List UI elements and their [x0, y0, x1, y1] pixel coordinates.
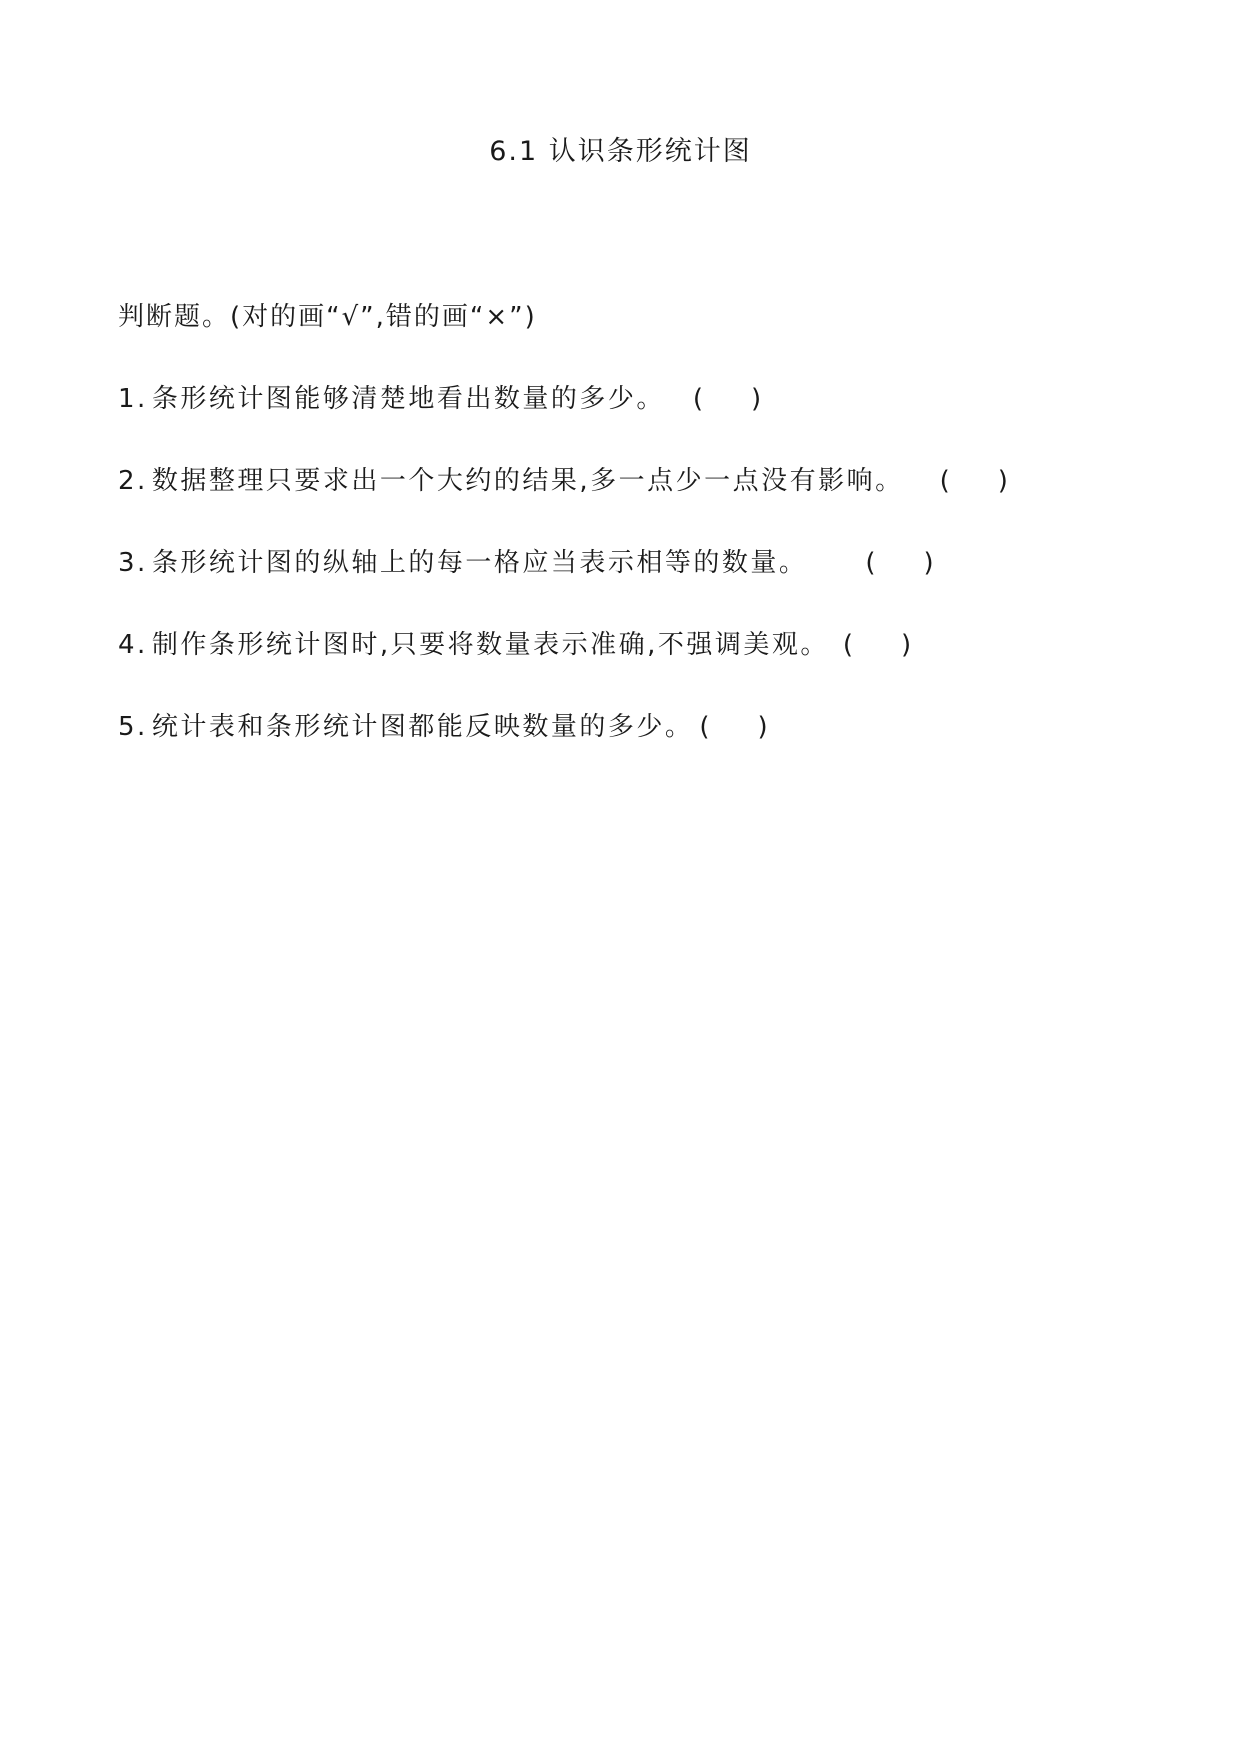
question-number: 4.	[118, 630, 148, 660]
question-text: 条形统计图能够清楚地看出数量的多少。	[151, 384, 665, 414]
answer-blank[interactable]	[699, 707, 767, 747]
question-number: 2.	[118, 466, 148, 496]
answer-blank[interactable]	[940, 461, 1008, 501]
answer-open-paren: (	[842, 630, 853, 660]
question-item-3	[118, 543, 1178, 583]
question-number: 5.	[118, 712, 148, 742]
instruction-text: 判断题。(对的画“√”,错的画“×”)	[118, 302, 537, 332]
answer-blank[interactable]	[865, 543, 933, 583]
question-text: 数据整理只要求出一个大约的结果,多一点少一点没有影响。	[151, 466, 904, 496]
answer-open-paren: (	[699, 712, 710, 742]
answer-close-paren: )	[997, 466, 1008, 496]
answer-blank[interactable]	[693, 379, 761, 419]
answer-close-paren: )	[750, 384, 762, 414]
question-number: 3.	[118, 548, 148, 578]
question-item-1	[118, 379, 1178, 419]
question-item-5	[118, 707, 1178, 747]
answer-close-paren: )	[901, 630, 912, 660]
answer-blank[interactable]	[843, 625, 911, 665]
question-text: 条形统计图的纵轴上的每一格应当表示相等的数量。	[151, 548, 808, 578]
question-text: 统计表和条形统计图都能反映数量的多少。	[151, 712, 694, 742]
question-item-2	[118, 461, 1178, 501]
question-list	[118, 379, 1178, 789]
answer-close-paren: )	[923, 548, 934, 578]
answer-open-paren: (	[692, 384, 703, 414]
question-text: 制作条形统计图时,只要将数量表示准确,不强调美观。	[151, 630, 829, 660]
answer-open-paren: (	[865, 548, 876, 578]
answer-close-paren: )	[757, 712, 768, 742]
page-title: 6.1 认识条形统计图	[489, 136, 752, 167]
question-item-4	[118, 625, 1178, 665]
answer-open-paren: (	[939, 466, 950, 496]
question-number: 1.	[118, 384, 148, 414]
